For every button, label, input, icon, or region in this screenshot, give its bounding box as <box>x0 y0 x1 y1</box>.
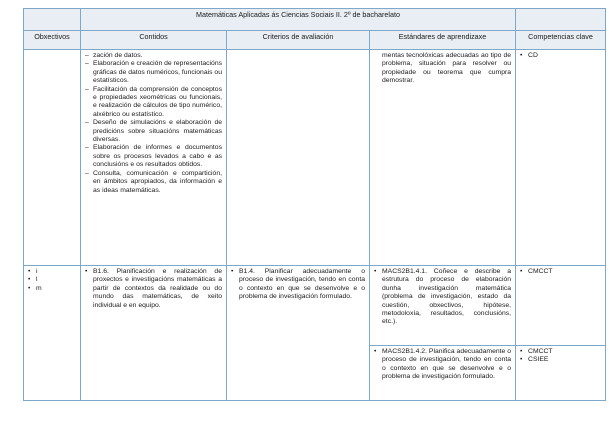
criteria-cell <box>227 266 370 401</box>
standards-cell <box>370 266 516 346</box>
header-contents: Contidos <box>81 31 227 50</box>
competences-cell <box>516 50 606 266</box>
standards-cell <box>370 346 516 401</box>
objectives-cell <box>24 266 81 401</box>
contents-cell <box>81 50 227 266</box>
competences-list <box>520 52 601 60</box>
competences-list <box>520 268 601 276</box>
list-item: • B1.6. Planificación e realización de proxectos e investigacións matemáticas a partir de contextos da realidade ou do mundo das matemáticas, de xeito individual e en equipo. <box>85 268 222 310</box>
contents-list <box>85 52 222 60</box>
table-row <box>24 266 606 346</box>
list-item: • m <box>28 285 76 293</box>
list-item: – Elaboración e creación de representacións gráficas de datos numéricos, funcionais ou estatísticos. <box>85 60 222 85</box>
contents-list <box>85 268 222 310</box>
criteria-cell <box>227 50 370 266</box>
list-item: • CMCCT <box>520 268 601 276</box>
competences-list <box>520 348 601 365</box>
list-item: • i <box>28 268 76 276</box>
competences-cell <box>516 346 606 401</box>
contents-lead: – zación de datos. <box>85 52 222 60</box>
list-item: • CMCCT <box>520 348 601 356</box>
list-item: – Facilitación da comprensión de conceptos e propiedades xeométricas ou funcionais, e realización de cálculos de tipo numérico, alxébrico ou estatístico. <box>85 86 222 120</box>
contents-list <box>85 60 222 195</box>
header-blank-cell <box>516 9 606 31</box>
list-item: • B1.4. Planificar adecuadamente o proceso de investigación, tendo en conta o contexto en que se desenvolve e o problema de investigación formulado. <box>231 268 365 302</box>
list-item: • CSIEE <box>520 356 601 364</box>
standard-text: mentas tecnolóxicas adecuadas ao tipo de problema, situación para resolver ou propiedade ou teorema que cumpra demostrar. <box>382 52 512 85</box>
criteria-list <box>231 268 365 302</box>
curriculum-table <box>23 8 606 401</box>
header-objectives: Obxectivos <box>24 31 81 50</box>
header-blank-cell <box>24 9 81 31</box>
table-title: Matemáticas Aplicadas ás Ciencias Sociais II. 2º de bacharelato <box>81 9 516 31</box>
contents-cell <box>81 266 227 401</box>
list-item: • MACS2B1.4.1. Coñece e describe a estrutura do proceso de elaboración dunha investigación matemática (problema de investigación, estado da cuestión, obxectivos, hipótese, metodoloxía, resultados, conclusións, etc.). <box>374 268 511 327</box>
objectives-cell <box>24 50 81 266</box>
list-item: – Deseño de simulacións e elaboración de predicións sobre situacións matemáticas diversas. <box>85 119 222 144</box>
header-standards: Estándares de aprendizaxe <box>370 31 516 50</box>
competences-cell <box>516 266 606 346</box>
objectives-list <box>28 268 76 293</box>
table-row <box>24 50 606 266</box>
list-item: • CD <box>520 52 601 60</box>
list-item: • MACS2B1.4.2. Planifica adecuadamente o proceso de investigación, tendo en conta o contexto en que se desenvolve e o problema de investigación formulado. <box>374 348 511 382</box>
list-item: – Consulta, comunicación e compartición, en ámbitos apropiados, da información e as ideas matemáticas. <box>85 170 222 195</box>
header-criteria: Criterios de avaliación <box>227 31 370 50</box>
standards-list <box>374 268 511 327</box>
standards-list <box>374 348 511 382</box>
standards-cell <box>370 50 516 266</box>
header-competences: Competencias clave <box>516 31 606 50</box>
list-item: • l <box>28 276 76 284</box>
list-item: – Elaboración de informes e documentos sobre os procesos levados a cabo e as conclusións e os resultados obtidos. <box>85 144 222 169</box>
